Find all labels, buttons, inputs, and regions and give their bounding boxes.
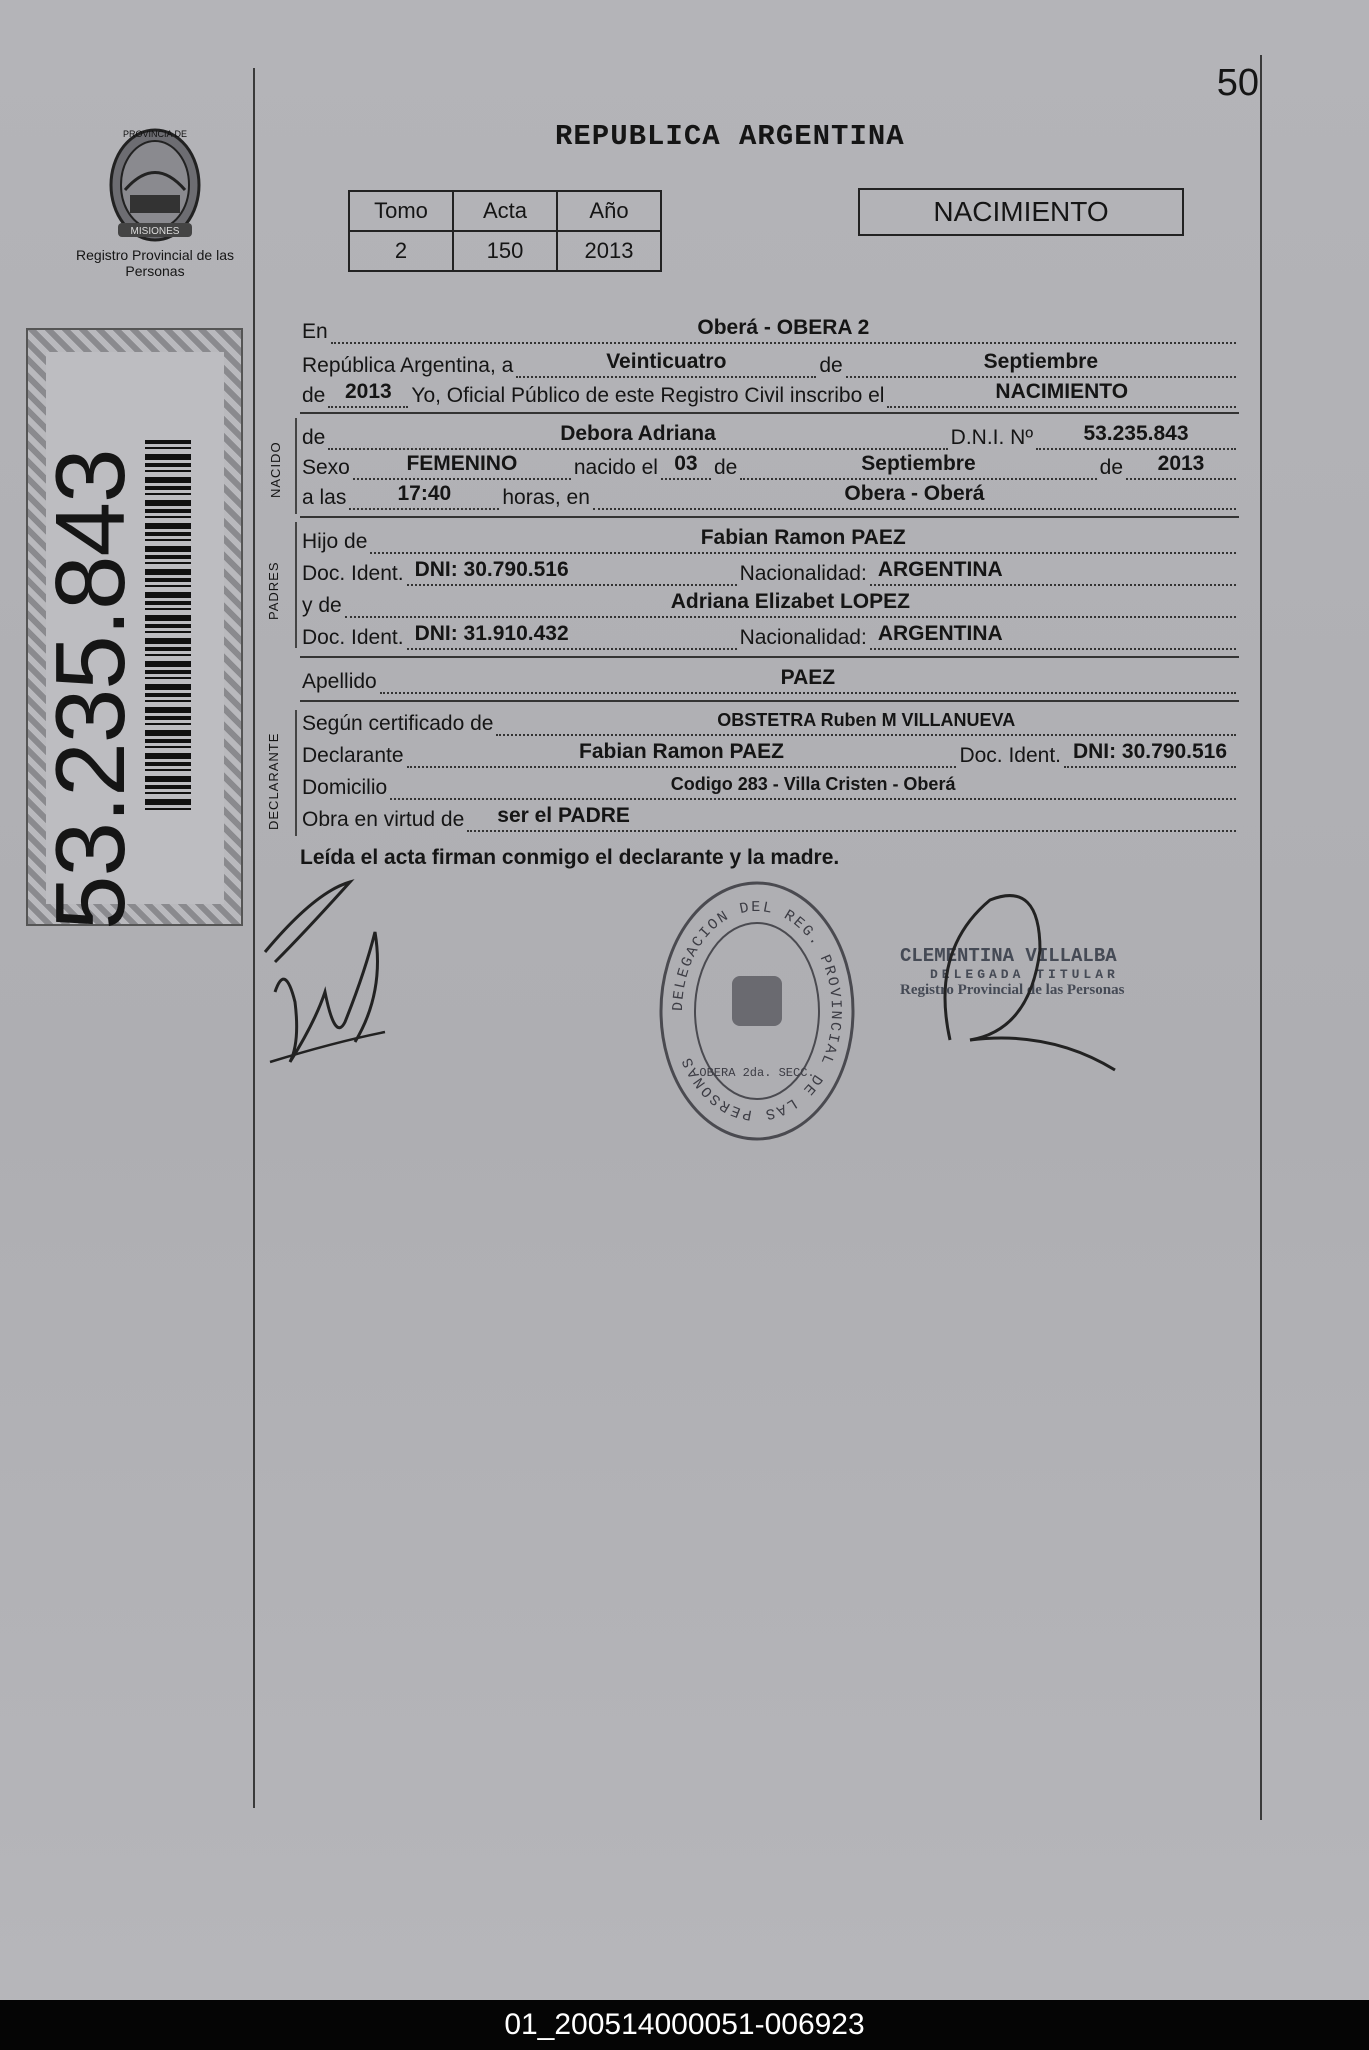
seal-center-text: OBERA 2da. SECC. xyxy=(699,1066,815,1080)
row-en xyxy=(302,316,1239,344)
row-madre xyxy=(302,590,1239,618)
emblem-ribbon-text: MISIONES xyxy=(130,226,180,237)
value-madre-doc: DNI: 31.910.432 xyxy=(414,622,569,645)
stamp-role: DELEGADA TITULAR xyxy=(930,967,1119,982)
value-apellido: PAEZ xyxy=(780,666,836,689)
value-lugar: Obera - Oberá xyxy=(844,482,985,505)
row-apellido xyxy=(302,666,1239,694)
value-padre-doc: DNI: 30.790.516 xyxy=(414,558,569,581)
value-hora: 17:40 xyxy=(397,482,452,505)
value-nombre: Debora Adriana xyxy=(560,422,716,445)
section-declarante-label: DECLARANTE xyxy=(266,732,281,830)
scan-footer: 01_200514000051-006923 xyxy=(0,2000,1369,2050)
label-de: de xyxy=(819,354,843,377)
label-nacionalidad: Nacionalidad: xyxy=(739,562,867,585)
value-mes-nac: Septiembre xyxy=(861,452,976,475)
right-margin-line xyxy=(1260,55,1262,1820)
value-obra: ser el PADRE xyxy=(497,804,630,827)
barcode-number: 53.235.843 xyxy=(35,449,145,930)
page-number: 50 xyxy=(1216,62,1259,104)
label-republica: República Argentina, a xyxy=(302,354,514,377)
row-inscribo xyxy=(302,380,1239,408)
label-doc: Doc. Ident. xyxy=(302,562,404,585)
row-padre xyxy=(302,526,1239,554)
table-header: Año xyxy=(557,191,661,231)
label-doc: Doc. Ident. xyxy=(302,626,404,649)
label-horas: horas, en xyxy=(502,486,590,509)
value-anio-nac: 2013 xyxy=(1157,452,1205,475)
value-padre: Fabian Ramon PAEZ xyxy=(700,526,906,549)
document-title: REPUBLICA ARGENTINA xyxy=(555,120,905,153)
section-nacido-label: NACIDO xyxy=(268,441,283,498)
label-de: de xyxy=(302,426,326,449)
label-de: de xyxy=(1099,456,1123,479)
row-domicilio xyxy=(302,776,1239,800)
row-obra xyxy=(302,804,1239,832)
label-nacido-el: nacido el xyxy=(573,456,658,479)
value-en: Oberá - OBERA 2 xyxy=(697,316,870,339)
section-bar xyxy=(295,418,297,514)
record-type-box: NACIMIENTO xyxy=(858,188,1184,236)
value-certificado: OBSTETRA Ruben M VILLANUEVA xyxy=(717,710,1016,730)
signature-declarante xyxy=(255,872,415,1082)
row-sexo xyxy=(302,452,1239,480)
row-certificado xyxy=(302,712,1239,736)
value-madre-nac: ARGENTINA xyxy=(877,622,1003,645)
tomo-acta-table xyxy=(348,190,662,272)
registry-seal xyxy=(652,876,862,1146)
label-hijo: Hijo de xyxy=(302,530,368,553)
value-madre: Adriana Elizabet LOPEZ xyxy=(670,590,910,613)
table-cell: 2 xyxy=(349,231,453,271)
row-hora xyxy=(302,482,1239,510)
seal-text: DELEGACION DEL REG. PROVINCIAL DE LAS PERSONAS xyxy=(669,898,845,1124)
label-domicilio: Domicilio xyxy=(302,776,388,799)
table-header: Tomo xyxy=(349,191,453,231)
signature-delegada xyxy=(930,890,1130,1080)
label-de-anio: de xyxy=(302,384,326,407)
stamp-name: CLEMENTINA VILLALBA xyxy=(900,945,1117,967)
row-nacido-nombre xyxy=(302,422,1239,450)
section-bar xyxy=(295,710,297,836)
closing-statement: Leída el acta firman conmigo el declarante y la madre. xyxy=(300,846,840,869)
divider xyxy=(300,412,1239,414)
logo-caption: Registro Provincial de las Personas xyxy=(76,247,234,279)
divider xyxy=(300,700,1239,702)
provincia-misiones-emblem-icon xyxy=(100,115,210,250)
value-dni: 53.235.843 xyxy=(1083,422,1189,445)
label-alas: a las xyxy=(302,486,347,509)
row-padre-doc xyxy=(302,558,1239,586)
label-en: En xyxy=(302,320,328,343)
row-declarante xyxy=(302,740,1239,768)
table-cell: 2013 xyxy=(557,231,661,271)
divider xyxy=(300,656,1239,658)
label-doc: Doc. Ident. xyxy=(959,744,1061,767)
value-domicilio: Codigo 283 - Villa Cristen - Oberá xyxy=(670,774,956,794)
table-cell: 150 xyxy=(453,231,557,271)
label-inscribo: Yo, Oficial Público de este Registro Civil inscribo el xyxy=(411,384,885,407)
label-nacionalidad: Nacionalidad: xyxy=(739,626,867,649)
value-sexo: FEMENINO xyxy=(406,452,518,475)
label-sexo: Sexo xyxy=(302,456,350,479)
label-de: de xyxy=(713,456,738,479)
value-mes: Septiembre xyxy=(983,350,1099,373)
stamp-org: Registro Provincial de las Personas xyxy=(900,982,1125,998)
label-certificado: Según certificado de xyxy=(302,712,494,735)
value-dia-nac: 03 xyxy=(674,452,698,475)
value-dia: Veinticuatro xyxy=(606,350,727,373)
row-madre-doc xyxy=(302,622,1239,650)
emblem-top-text: PROVINCIA DE xyxy=(122,129,188,139)
value-declarante-doc: DNI: 30.790.516 xyxy=(1072,740,1228,763)
value-padre-nac: ARGENTINA xyxy=(877,558,1003,581)
table-header: Acta xyxy=(453,191,557,231)
label-apellido: Apellido xyxy=(302,670,377,693)
section-bar xyxy=(295,522,297,648)
value-inscribo: NACIMIENTO xyxy=(995,380,1129,403)
section-padres-label: PADRES xyxy=(266,561,281,620)
divider xyxy=(300,516,1239,518)
label-obra: Obra en virtud de xyxy=(302,808,465,831)
row-republica xyxy=(302,350,1239,378)
value-anio: 2013 xyxy=(345,380,392,403)
barcode-bars-icon xyxy=(145,440,191,810)
label-y-de: y de xyxy=(302,594,342,617)
value-declarante: Fabian Ramon PAEZ xyxy=(579,740,784,763)
label-declarante: Declarante xyxy=(302,744,404,767)
label-dni: D.N.I. Nº xyxy=(950,426,1033,449)
